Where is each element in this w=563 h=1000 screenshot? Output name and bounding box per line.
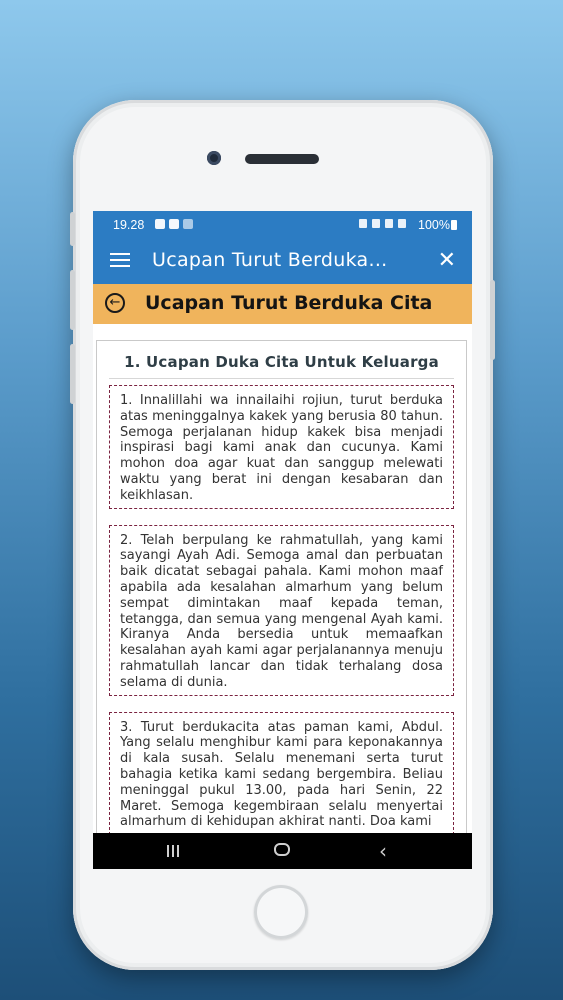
home-nav-icon[interactable] <box>274 843 290 856</box>
divider <box>109 378 454 379</box>
status-right-icons <box>359 219 406 228</box>
status-time: 19.28 <box>113 218 145 232</box>
section-title: 1. Ucapan Duka Cita Untuk Keluarga <box>124 353 439 371</box>
wifi-icon <box>372 219 380 228</box>
battery-icon <box>451 220 457 230</box>
back-nav-icon[interactable]: ‹ <box>379 839 387 863</box>
home-button[interactable] <box>254 885 308 939</box>
phone-power-button <box>490 280 495 360</box>
message-card-2: 2. Telah berpulang ke rahmatullah, yang kami sayangi Ayah Adi. Semoga amal dan perbuatan baik dicatat sebagai pahala. Kami mohon maaf apabila ada kesalahan almarhum yang belum sempat dimintakan maaf kepada teman, tetangga, dan semua yang mengenal Ayah kami. Kiranya Anda bersedia untuk memaafkan kesalahan ayah kami agar perjalanannya menuju rahmatullah lancar dan tidak terhalang dosa selama di dunia. <box>109 525 454 696</box>
message-card-1: 1. Innalillahi wa innailaihi rojiun, turut berduka atas meninggalnya kakek yang berusia 80 tahun. Semoga perjalanan hidup kakek bisa menjadi inspirasi bagi kami anak dan cucunya. Kami mohon doa agar kuat dan sanggup melewati waktu yang berat ini dengan kesabaran dan keikhlasan. <box>109 385 454 509</box>
recents-icon[interactable] <box>167 842 185 856</box>
battery-percentage: 100% <box>418 218 450 232</box>
status-left-icons <box>155 219 193 229</box>
earpiece-speaker <box>245 154 319 164</box>
checkbox-notification-icon <box>169 219 179 229</box>
app-bar <box>93 239 472 284</box>
signal-icon <box>398 219 406 228</box>
phone-volume-up-button <box>70 270 75 330</box>
phone-volume-down-button <box>70 344 75 404</box>
header-bar <box>93 284 472 324</box>
hamburger-menu-icon[interactable] <box>110 253 130 269</box>
system-nav-bar <box>93 833 472 869</box>
gallery-notification-icon <box>155 219 165 229</box>
status-bar <box>93 211 472 239</box>
phone-screen <box>93 211 472 869</box>
page-title: Ucapan Turut Berduka Cita <box>145 292 433 314</box>
close-icon[interactable]: ✕ <box>437 248 456 273</box>
volte-icon <box>385 219 393 228</box>
back-arrow-circle-icon[interactable]: ← <box>105 293 125 313</box>
phone-side-button <box>70 212 75 246</box>
message-card-3: 3. Turut berdukacita atas paman kami, Abdul. Yang selalu menghibur kami para keponakannya di kala susah. Selalu menemani serta turut bahagia ketika kami sedang bergembira. Beliau meninggal pukul 13.00, pada hari Senin, 22 Maret. Semoga kegembiraan selalu menyertai almarhum di kehidupan akhirat nanti. Doa kami <box>109 712 454 836</box>
tool-notification-icon <box>183 219 193 229</box>
mute-icon <box>359 219 367 228</box>
content-panel[interactable] <box>96 340 467 869</box>
front-camera <box>207 151 221 165</box>
app-bar-title: Ucapan Turut Berduka... <box>152 249 388 271</box>
